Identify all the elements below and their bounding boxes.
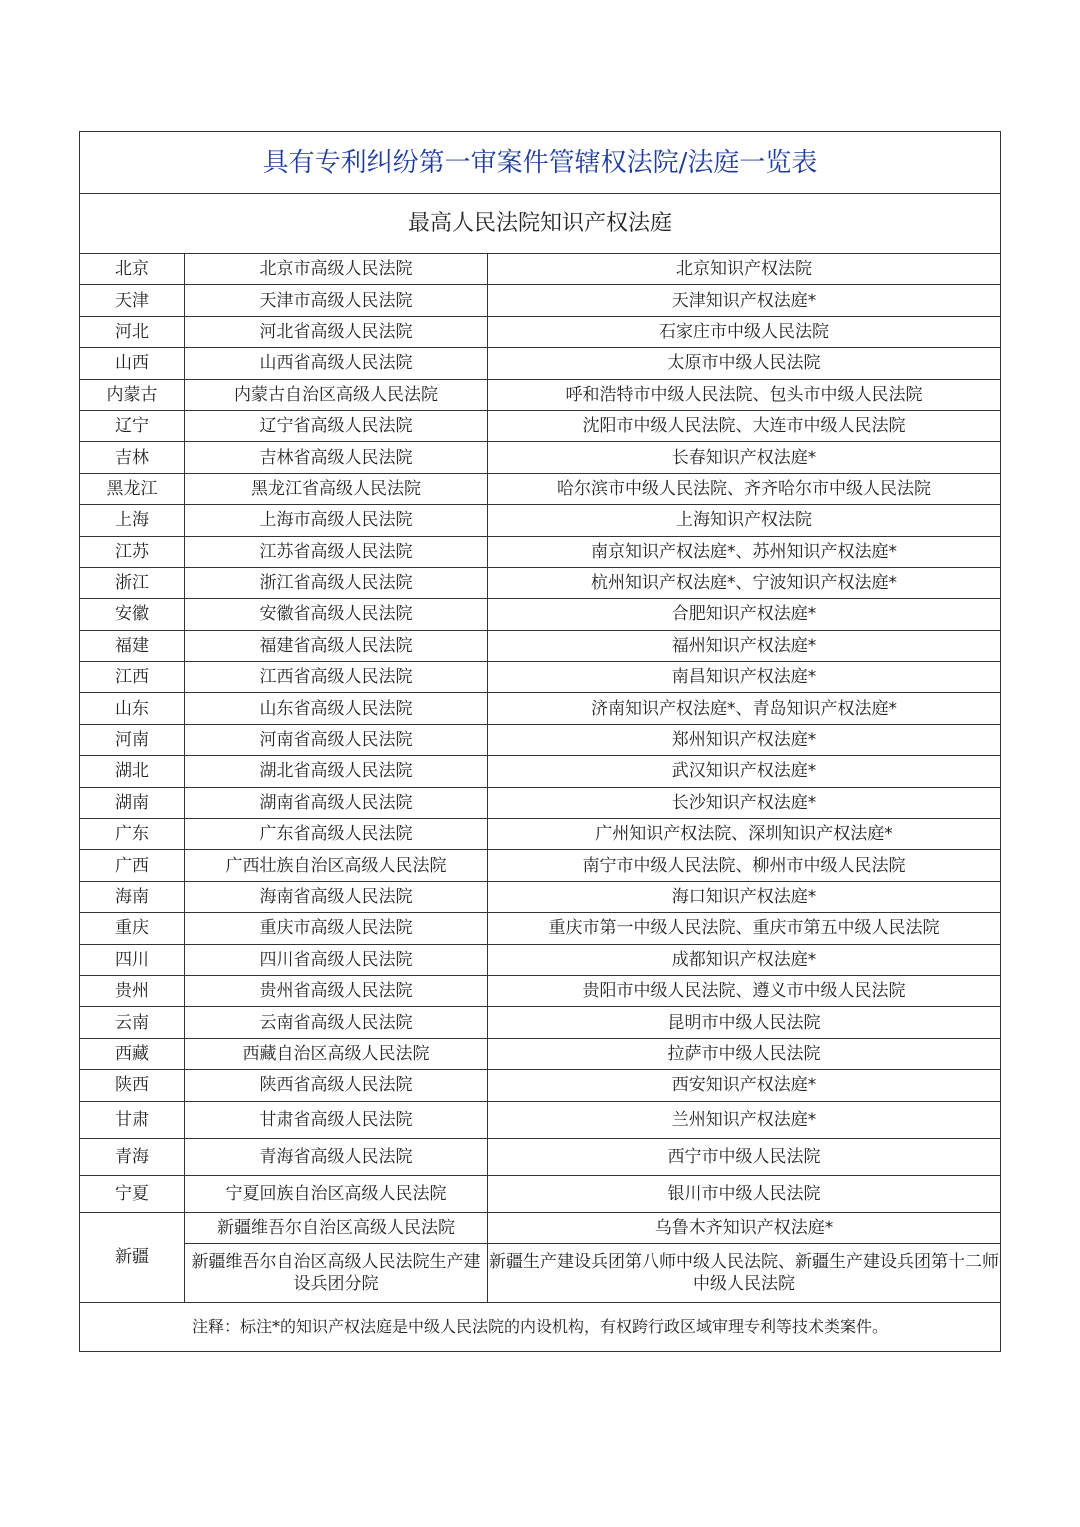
table-row — [80, 1243, 1001, 1302]
high-court-cell: 云南省高级人民法院 — [185, 1007, 488, 1038]
first-instance-court-cell: 银川市中级人民法院 — [488, 1175, 1001, 1212]
first-instance-court-cell: 天津知识产权法庭* — [488, 285, 1001, 316]
high-court-cell: 山东省高级人民法院 — [185, 693, 488, 724]
province-cell: 湖南 — [80, 787, 185, 818]
first-instance-court-cell: 乌鲁木齐知识产权法庭* — [488, 1212, 1001, 1243]
high-court-cell: 上海市高级人民法院 — [185, 505, 488, 536]
table-row — [80, 473, 1001, 504]
first-instance-court-cell: 兰州知识产权法庭* — [488, 1101, 1001, 1138]
province-cell: 安徽 — [80, 599, 185, 630]
high-court-cell: 黑龙江省高级人民法院 — [185, 473, 488, 504]
high-court-cell: 天津市高级人民法院 — [185, 285, 488, 316]
first-instance-court-cell: 石家庄市中级人民法院 — [488, 316, 1001, 347]
table-row — [80, 442, 1001, 473]
high-court-cell: 湖南省高级人民法院 — [185, 787, 488, 818]
high-court-cell: 广东省高级人民法院 — [185, 819, 488, 850]
high-court-cell: 河北省高级人民法院 — [185, 316, 488, 347]
high-court-cell: 甘肃省高级人民法院 — [185, 1101, 488, 1138]
province-cell: 内蒙古 — [80, 379, 185, 410]
province-cell: 甘肃 — [80, 1101, 185, 1138]
province-cell: 广西 — [80, 850, 185, 881]
table-row — [80, 944, 1001, 975]
high-court-cell: 西藏自治区高级人民法院 — [185, 1038, 488, 1069]
province-cell: 山东 — [80, 693, 185, 724]
province-cell: 宁夏 — [80, 1175, 185, 1212]
first-instance-court-cell: 杭州知识产权法庭*、宁波知识产权法庭* — [488, 567, 1001, 598]
table-row — [80, 348, 1001, 379]
high-court-cell: 福建省高级人民法院 — [185, 630, 488, 661]
subtitle-row — [80, 194, 1001, 254]
supreme-court-ip-tribunal: 最高人民法院知识产权法庭 — [80, 194, 1001, 254]
table-row — [80, 1101, 1001, 1138]
table-row — [80, 787, 1001, 818]
province-cell: 浙江 — [80, 567, 185, 598]
high-court-cell: 新疆维吾尔自治区高级人民法院生产建设兵团分院 — [185, 1243, 488, 1302]
table-row — [80, 819, 1001, 850]
high-court-cell: 海南省高级人民法院 — [185, 881, 488, 912]
table-row — [80, 1007, 1001, 1038]
table-row — [80, 379, 1001, 410]
province-cell: 重庆 — [80, 913, 185, 944]
high-court-cell: 北京市高级人民法院 — [185, 254, 488, 285]
province-cell: 江苏 — [80, 536, 185, 567]
province-cell: 辽宁 — [80, 410, 185, 441]
province-cell: 黑龙江 — [80, 473, 185, 504]
high-court-cell: 江苏省高级人民法院 — [185, 536, 488, 567]
table-body — [80, 132, 1001, 1352]
table-row — [80, 850, 1001, 881]
first-instance-court-cell: 呼和浩特市中级人民法院、包头市中级人民法院 — [488, 379, 1001, 410]
table-row — [80, 536, 1001, 567]
first-instance-court-cell: 北京知识产权法院 — [488, 254, 1001, 285]
first-instance-court-cell: 广州知识产权法院、深圳知识产权法庭* — [488, 819, 1001, 850]
province-cell: 福建 — [80, 630, 185, 661]
table-row — [80, 567, 1001, 598]
high-court-cell: 陕西省高级人民法院 — [185, 1070, 488, 1101]
province-cell: 四川 — [80, 944, 185, 975]
high-court-cell: 四川省高级人民法院 — [185, 944, 488, 975]
first-instance-court-cell: 贵阳市中级人民法院、遵义市中级人民法院 — [488, 975, 1001, 1006]
table-row — [80, 1138, 1001, 1175]
table-row — [80, 630, 1001, 661]
title-row — [80, 132, 1001, 194]
table-row — [80, 756, 1001, 787]
high-court-cell: 湖北省高级人民法院 — [185, 756, 488, 787]
high-court-cell: 宁夏回族自治区高级人民法院 — [185, 1175, 488, 1212]
province-cell: 吉林 — [80, 442, 185, 473]
first-instance-court-cell: 上海知识产权法院 — [488, 505, 1001, 536]
first-instance-court-cell: 合肥知识产权法庭* — [488, 599, 1001, 630]
province-cell: 广东 — [80, 819, 185, 850]
province-cell: 云南 — [80, 1007, 185, 1038]
high-court-cell: 山西省高级人民法院 — [185, 348, 488, 379]
first-instance-court-cell: 武汉知识产权法庭* — [488, 756, 1001, 787]
province-cell: 河北 — [80, 316, 185, 347]
table-row — [80, 285, 1001, 316]
high-court-cell: 吉林省高级人民法院 — [185, 442, 488, 473]
first-instance-court-cell: 西安知识产权法庭* — [488, 1070, 1001, 1101]
table-row — [80, 599, 1001, 630]
first-instance-court-cell: 海口知识产权法庭* — [488, 881, 1001, 912]
first-instance-court-cell: 郑州知识产权法庭* — [488, 724, 1001, 755]
table-row — [80, 1038, 1001, 1069]
province-cell: 北京 — [80, 254, 185, 285]
province-cell: 贵州 — [80, 975, 185, 1006]
first-instance-court-cell: 昆明市中级人民法院 — [488, 1007, 1001, 1038]
table-row — [80, 693, 1001, 724]
first-instance-court-cell: 西宁市中级人民法院 — [488, 1138, 1001, 1175]
first-instance-court-cell: 哈尔滨市中级人民法院、齐齐哈尔市中级人民法院 — [488, 473, 1001, 504]
table-row — [80, 1070, 1001, 1101]
first-instance-court-cell: 长春知识产权法庭* — [488, 442, 1001, 473]
high-court-cell: 江西省高级人民法院 — [185, 662, 488, 693]
first-instance-court-cell: 重庆市第一中级人民法院、重庆市第五中级人民法院 — [488, 913, 1001, 944]
table-row — [80, 410, 1001, 441]
table-title: 具有专利纠纷第一审案件管辖权法院/法庭一览表 — [80, 132, 1001, 194]
first-instance-court-cell: 太原市中级人民法院 — [488, 348, 1001, 379]
high-court-cell: 贵州省高级人民法院 — [185, 975, 488, 1006]
high-court-cell: 广西壮族自治区高级人民法院 — [185, 850, 488, 881]
table-row — [80, 913, 1001, 944]
table-row — [80, 1212, 1001, 1243]
high-court-cell: 青海省高级人民法院 — [185, 1138, 488, 1175]
province-cell: 湖北 — [80, 756, 185, 787]
table-row — [80, 662, 1001, 693]
high-court-cell: 新疆维吾尔自治区高级人民法院 — [185, 1212, 488, 1243]
province-cell: 新疆 — [80, 1212, 185, 1302]
first-instance-court-cell: 济南知识产权法庭*、青岛知识产权法庭* — [488, 693, 1001, 724]
first-instance-court-cell: 南昌知识产权法庭* — [488, 662, 1001, 693]
first-instance-court-cell: 新疆生产建设兵团第八师中级人民法院、新疆生产建设兵团第十二师中级人民法院 — [488, 1243, 1001, 1302]
note-row — [80, 1302, 1001, 1351]
table-row — [80, 505, 1001, 536]
first-instance-court-cell: 福州知识产权法庭* — [488, 630, 1001, 661]
footnote: 注释：标注*的知识产权法庭是中级人民法院的内设机构，有权跨行政区域审理专利等技术类案件。 — [80, 1302, 1001, 1351]
table-row — [80, 881, 1001, 912]
province-cell: 山西 — [80, 348, 185, 379]
first-instance-court-cell: 南宁市中级人民法院、柳州市中级人民法院 — [488, 850, 1001, 881]
province-cell: 上海 — [80, 505, 185, 536]
table-row — [80, 254, 1001, 285]
province-cell: 河南 — [80, 724, 185, 755]
first-instance-court-cell: 沈阳市中级人民法院、大连市中级人民法院 — [488, 410, 1001, 441]
first-instance-court-cell: 成都知识产权法庭* — [488, 944, 1001, 975]
high-court-cell: 浙江省高级人民法院 — [185, 567, 488, 598]
table-row — [80, 316, 1001, 347]
province-cell: 江西 — [80, 662, 185, 693]
province-cell: 天津 — [80, 285, 185, 316]
court-table — [79, 131, 1001, 1352]
table-row — [80, 975, 1001, 1006]
first-instance-court-cell: 长沙知识产权法庭* — [488, 787, 1001, 818]
province-cell: 西藏 — [80, 1038, 185, 1069]
first-instance-court-cell: 拉萨市中级人民法院 — [488, 1038, 1001, 1069]
high-court-cell: 内蒙古自治区高级人民法院 — [185, 379, 488, 410]
high-court-cell: 安徽省高级人民法院 — [185, 599, 488, 630]
province-cell: 陕西 — [80, 1070, 185, 1101]
province-cell: 青海 — [80, 1138, 185, 1175]
table-row — [80, 1175, 1001, 1212]
high-court-cell: 辽宁省高级人民法院 — [185, 410, 488, 441]
high-court-cell: 重庆市高级人民法院 — [185, 913, 488, 944]
high-court-cell: 河南省高级人民法院 — [185, 724, 488, 755]
first-instance-court-cell: 南京知识产权法庭*、苏州知识产权法庭* — [488, 536, 1001, 567]
province-cell: 海南 — [80, 881, 185, 912]
table-row — [80, 724, 1001, 755]
